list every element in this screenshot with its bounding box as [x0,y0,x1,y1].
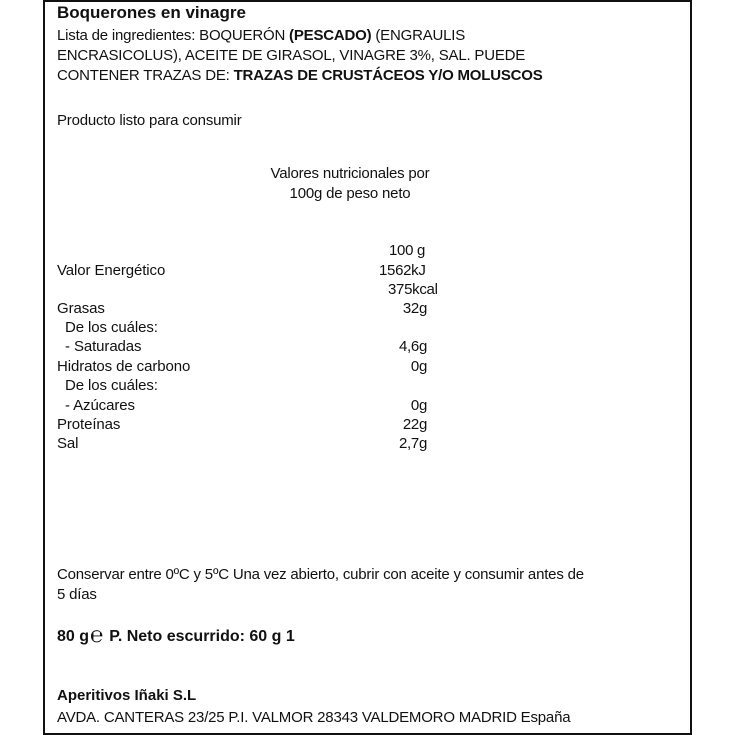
traces-text: CONTENER TRAZAS DE: [57,67,234,84]
manufacturer-address: AVDA. CANTERAS 23/25 P.I. VALMOR 28343 VALDEMORO MADRID España [57,709,571,726]
ingredients-text: Lista de ingredientes: BOQUERÓN [57,27,290,44]
nutrition-row-label: Sal [57,435,79,452]
net-weight-value: 80 g [57,628,90,645]
nutrition-row-value: 4,6g [399,338,427,355]
allergen-traces: TRAZAS DE CRUSTÁCEOS Y/O MOLUSCOS [233,67,543,84]
estimated-sign-icon: ℮ [90,622,104,647]
nutrition-header-line-2: 100g de peso neto [289,185,411,202]
nutrition-row-value: 375kcal [388,281,438,298]
nutrition-row-label: De los cuáles: [65,377,158,394]
nutrition-row-label: Hidratos de carbono [57,358,191,375]
drained-weight: P. Neto escurrido: 60 g 1 [109,628,295,645]
nutrition-header [245,164,455,204]
ingredients-line-1 [57,27,465,44]
product-label [43,0,692,735]
ready-to-eat-note: Producto listo para consumir [57,112,242,129]
nutrition-row-label: - Azúcares [65,397,135,414]
manufacturer-name: Aperitivos Iñaki S.L [57,687,197,704]
net-weight [57,622,295,647]
nutrition-row-value: 0g [410,397,427,414]
nutrition-row-value: 0g [410,358,427,375]
nutrition-row-label: Grasas [57,300,105,317]
nutrition-row-value: 32g [402,300,427,317]
nutrition-row-label: Proteínas [57,416,121,433]
nutrition-row-value: 22g [402,416,427,433]
nutrition-row-label: De los cuáles: [65,319,158,336]
allergen-fish: (PESCADO) [289,27,372,44]
nutrition-row-label: Valor Energético [57,262,166,279]
ingredients-line-2: ENCRASICOLUS), ACEITE DE GIRASOL, VINAGRE 3%, SAL. PUEDE [57,47,526,64]
ingredients-text: (ENGRAULIS [371,27,466,44]
nutrition-header-line-1: Valores nutricionales por [270,165,430,182]
nutrition-column-header: 100 g [389,242,426,259]
nutrition-row-value: 2,7g [399,435,427,452]
storage-line-2: 5 días [57,586,97,603]
product-title: Boquerones en vinagre [57,3,246,22]
ingredients-line-3 [57,67,543,84]
nutrition-row-label: - Saturadas [65,338,142,355]
nutrition-row-value: 1562kJ [379,262,426,279]
storage-line-1: Conservar entre 0ºC y 5ºC Una vez abierto, cubrir con aceite y consumir antes de [57,566,584,583]
